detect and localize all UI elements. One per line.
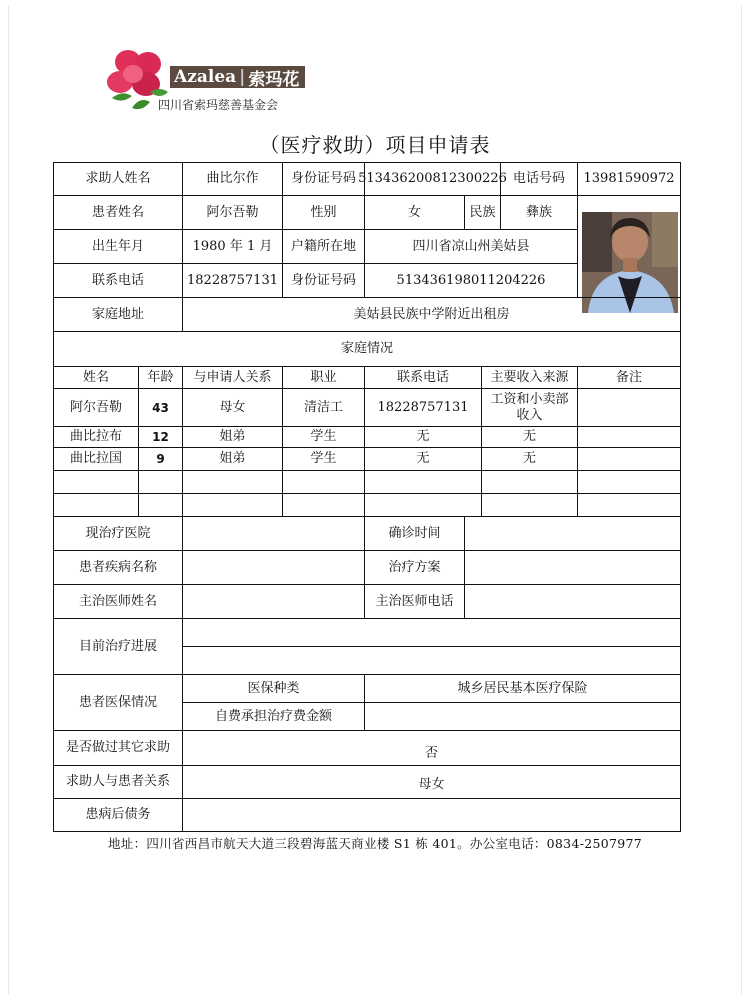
value-patient-name: 阿尔吾勒 [182, 195, 283, 230]
logo-brand-en: Azalea [174, 67, 237, 87]
family-row-1-relation: 姐弟 [182, 426, 283, 448]
value-doctor-phone [464, 584, 681, 619]
logo-brand: Azalea | 索玛花 [170, 66, 305, 88]
label-applicant-id: 身份证号码 [282, 162, 365, 196]
family-header-name: 姓名 [53, 366, 139, 389]
value-gender: 女 [364, 195, 465, 230]
value-applicant-id: 513436200812300226 [364, 162, 501, 196]
family-row-1-age: 12 [138, 426, 183, 448]
value-disease [182, 550, 365, 585]
value-doctor [182, 584, 365, 619]
value-debt [182, 798, 681, 832]
value-relation: 母女 [182, 765, 681, 799]
family-row-2-phone: 无 [364, 447, 482, 471]
family-row-2-age: 9 [138, 447, 183, 471]
label-insurance: 患者医保情况 [53, 674, 183, 731]
label-patient-name: 患者姓名 [53, 195, 183, 230]
label-plan: 治疗方案 [364, 550, 465, 585]
family-row-4-phone [364, 493, 482, 517]
family-row-3-job [282, 470, 365, 494]
label-hospital: 现治疗医院 [53, 516, 183, 551]
family-row-4-age [138, 493, 183, 517]
value-progress [182, 618, 681, 647]
family-row-1-job: 学生 [282, 426, 365, 448]
logo-org-name: 四川省索玛慈善基金会 [158, 98, 279, 112]
family-section-title: 家庭情况 [53, 331, 681, 367]
family-row-2-name: 曲比拉国 [53, 447, 139, 471]
family-row-0-relation: 母女 [182, 388, 283, 427]
family-row-0-name: 阿尔吾勒 [53, 388, 139, 427]
value-ethnic: 彝族 [500, 195, 578, 230]
family-row-0-income: 工资和小卖部 收入 [481, 388, 578, 427]
label-doctor-phone: 主治医师电话 [364, 584, 465, 619]
family-row-3-income [481, 470, 578, 494]
family-row-3-name [53, 470, 139, 494]
value-other-help: 否 [182, 730, 681, 766]
family-row-4-name [53, 493, 139, 517]
label-address: 家庭地址 [53, 297, 183, 332]
family-header-job: 职业 [282, 366, 365, 389]
value-plan [464, 550, 681, 585]
family-row-3-relation [182, 470, 283, 494]
family-row-2-remark [577, 447, 681, 471]
foundation-logo [106, 46, 306, 122]
family-header-age: 年龄 [138, 366, 183, 389]
family-row-4-income [481, 493, 578, 517]
label-debt: 患病后债务 [53, 798, 183, 832]
family-header-remark: 备注 [577, 366, 681, 389]
family-row-4-remark [577, 493, 681, 517]
label-doctor: 主治医师姓名 [53, 584, 183, 619]
progress-extra-line [182, 646, 681, 675]
value-hospital [182, 516, 365, 551]
label-birth: 出生年月 [53, 229, 183, 264]
logo-brand-cn: 索玛花 [248, 69, 300, 90]
footer-address: 地址：四川省西昌市航天大道三段碧海蓝天商业楼 S1 栋 401。办公室电话：0834-2507977 [107, 836, 642, 851]
family-header-income: 主要收入来源 [481, 366, 578, 389]
family-row-1-phone: 无 [364, 426, 482, 448]
label-applicant-name: 求助人姓名 [53, 162, 183, 196]
family-row-3-phone [364, 470, 482, 494]
label-patient-id: 身份证号码 [282, 263, 365, 298]
family-row-2-relation: 姐弟 [182, 447, 283, 471]
family-row-1-income: 无 [481, 426, 578, 448]
family-row-0-phone: 18228757131 [364, 388, 482, 427]
label-hukou: 户籍所在地 [282, 229, 365, 264]
value-contact: 18228757131 [182, 263, 283, 298]
family-row-1-name: 曲比拉布 [53, 426, 139, 448]
label-gender: 性别 [282, 195, 365, 230]
family-row-0-remark [577, 388, 681, 427]
value-insurance-type: 城乡居民基本医疗保险 [364, 674, 681, 703]
value-self-pay [364, 702, 681, 731]
value-address: 美姑县民族中学附近出租房 [182, 297, 681, 332]
label-insurance-type: 医保种类 [182, 674, 365, 703]
label-progress: 目前治疗进展 [53, 618, 183, 675]
family-row-0-job: 清洁工 [282, 388, 365, 427]
label-applicant-phone: 电话号码 [500, 162, 578, 196]
family-row-4-job [282, 493, 365, 517]
label-self-pay: 自费承担治疗费金额 [182, 702, 365, 731]
family-row-0-age: 43 [138, 388, 183, 427]
family-header-relation: 与申请人关系 [182, 366, 283, 389]
value-diag-time [464, 516, 681, 551]
family-row-1-remark [577, 426, 681, 448]
value-applicant-phone: 13981590972 [577, 162, 681, 196]
label-relation: 求助人与患者关系 [53, 765, 183, 799]
family-header-phone: 联系电话 [364, 366, 482, 389]
label-ethnic: 民族 [464, 195, 501, 230]
family-row-2-income: 无 [481, 447, 578, 471]
value-hukou: 四川省凉山州美姑县 [364, 229, 578, 264]
family-row-2-job: 学生 [282, 447, 365, 471]
value-birth: 1980 年 1 月 [182, 229, 283, 264]
label-disease: 患者疾病名称 [53, 550, 183, 585]
label-diag-time: 确诊时间 [364, 516, 465, 551]
form-title: （医疗救助）项目申请表 [259, 133, 491, 157]
value-patient-id: 513436198011204226 [364, 263, 578, 298]
label-contact: 联系电话 [53, 263, 183, 298]
value-applicant-name: 曲比尔作 [182, 162, 283, 196]
label-other-help: 是否做过其它求助 [53, 730, 183, 766]
family-row-3-age [138, 470, 183, 494]
family-row-4-relation [182, 493, 283, 517]
family-row-3-remark [577, 470, 681, 494]
